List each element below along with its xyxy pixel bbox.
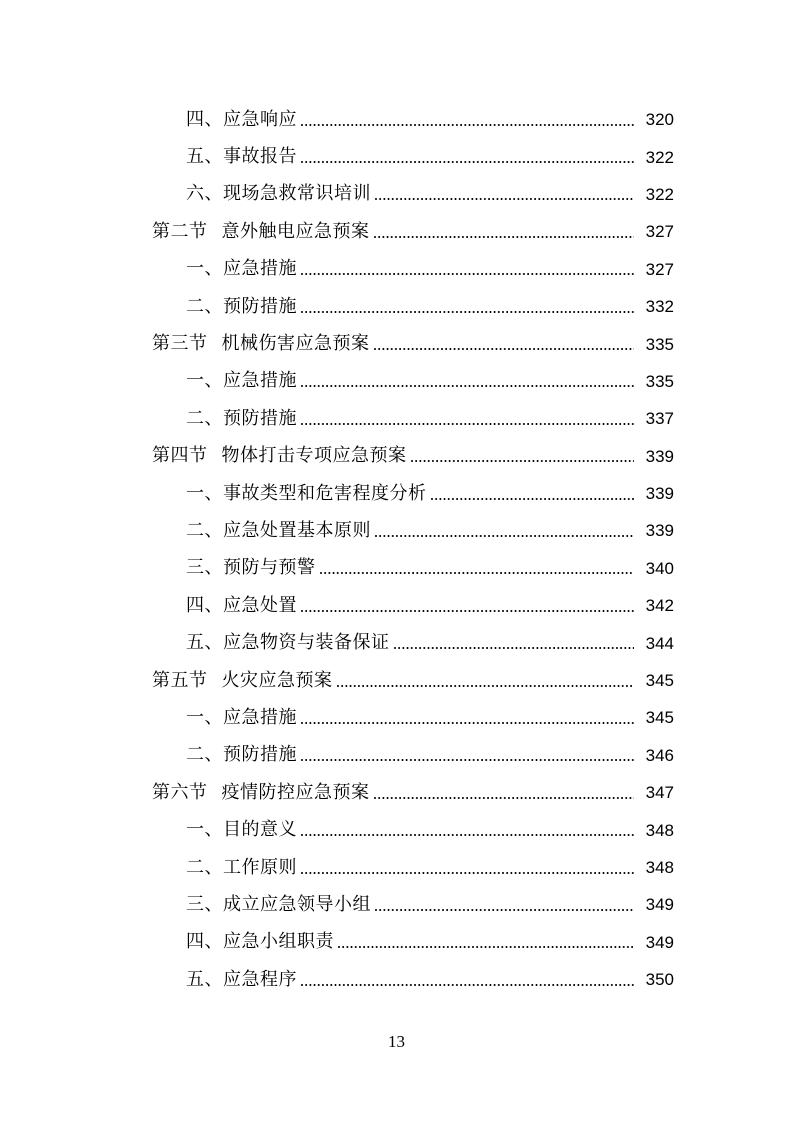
- dot-leader: [301, 372, 634, 390]
- toc-entry-text: 四、应急小组职责: [186, 931, 334, 953]
- toc-entry-title: [186, 968, 297, 990]
- toc-entry-text: 一、事故类型和危害程度分析: [186, 482, 427, 504]
- dot-leader: [411, 447, 635, 465]
- toc-item-entry[interactable]: [0, 138, 793, 175]
- toc-entry-title: [186, 108, 297, 130]
- toc-item-entry[interactable]: [0, 811, 793, 848]
- toc-entry-title: [186, 634, 390, 652]
- toc-entry-title: [152, 335, 370, 353]
- toc-page-number: 347: [645, 783, 674, 803]
- toc-item-entry[interactable]: [0, 512, 793, 549]
- toc-entry-text: 一、应急措施: [186, 706, 297, 728]
- toc-page-number: 349: [645, 895, 674, 915]
- toc-entry-title: [186, 893, 371, 915]
- toc-entry-title: [186, 706, 297, 728]
- toc-entry-title: [186, 372, 297, 390]
- dot-leader: [301, 148, 634, 166]
- dot-leader: [374, 223, 635, 241]
- toc-entry-title: [186, 559, 316, 577]
- dot-leader: [301, 821, 634, 839]
- toc-item-entry[interactable]: [0, 886, 793, 923]
- toc-section-number: 第四节: [152, 445, 208, 467]
- toc-entry-title: [186, 295, 297, 317]
- toc-page-number: 327: [645, 222, 674, 242]
- toc-item-entry[interactable]: [0, 363, 793, 400]
- toc-item-entry[interactable]: [0, 587, 793, 624]
- dot-leader: [375, 896, 634, 914]
- toc-item-entry[interactable]: [0, 961, 793, 998]
- toc-entry-text: 一、应急措施: [186, 258, 297, 280]
- dot-leader: [301, 709, 634, 727]
- toc-item-entry[interactable]: [0, 924, 793, 961]
- toc-entry-text: 物体打击专项应急预案: [221, 445, 407, 467]
- toc-item-entry[interactable]: [0, 737, 793, 774]
- table-of-contents: [0, 101, 793, 998]
- toc-page-number: 337: [645, 409, 674, 429]
- toc-page-number: 340: [645, 558, 674, 578]
- toc-entry-title: [186, 519, 371, 541]
- toc-entry-text: 一、目的意义: [186, 819, 297, 841]
- toc-entry-text: 一、应急措施: [186, 370, 297, 392]
- toc-entry-title: [186, 821, 297, 839]
- dot-leader: [301, 859, 634, 877]
- dot-leader: [431, 485, 635, 503]
- toc-section-entry[interactable]: [0, 325, 793, 362]
- toc-page-number: 322: [645, 184, 674, 204]
- toc-section-number: 第六节: [152, 781, 208, 803]
- toc-entry-text: 意外触电应急预案: [221, 220, 370, 242]
- dot-leader: [337, 672, 635, 690]
- toc-page-number: 339: [645, 484, 674, 504]
- dot-leader: [301, 260, 634, 278]
- dot-leader: [301, 746, 634, 764]
- toc-entry-title: [186, 148, 297, 166]
- dot-leader: [301, 971, 634, 989]
- dot-leader: [320, 559, 635, 577]
- toc-page-number: 327: [645, 259, 674, 279]
- toc-entry-text: 六、现场急救常识培训: [186, 183, 371, 205]
- toc-item-entry[interactable]: [0, 550, 793, 587]
- toc-entry-title: [186, 482, 427, 504]
- toc-entry-text: 二、应急处置基本原则: [186, 519, 371, 541]
- toc-item-entry[interactable]: [0, 251, 793, 288]
- toc-entry-title: [152, 220, 370, 242]
- dot-leader: [394, 634, 635, 652]
- toc-entry-title: [152, 669, 333, 691]
- toc-entry-text: 二、预防措施: [186, 744, 297, 766]
- toc-page-number: 322: [645, 147, 674, 167]
- dot-leader: [375, 185, 634, 203]
- toc-item-entry[interactable]: [0, 176, 793, 213]
- toc-entry-title: [186, 260, 297, 278]
- dot-leader: [301, 597, 634, 615]
- toc-page-number: 320: [645, 110, 674, 130]
- toc-entry-text: 五、应急物资与装备保证: [186, 632, 390, 654]
- toc-entry-text: 二、工作原则: [186, 856, 297, 878]
- toc-item-entry[interactable]: [0, 624, 793, 661]
- toc-entry-text: 二、预防措施: [186, 407, 297, 429]
- toc-page-number: 335: [645, 371, 674, 391]
- toc-item-entry[interactable]: [0, 400, 793, 437]
- toc-page-number: 344: [645, 633, 674, 653]
- toc-entry-title: [186, 856, 297, 878]
- toc-item-entry[interactable]: [0, 288, 793, 325]
- toc-section-number: 第三节: [152, 333, 208, 355]
- toc-entry-text: 三、预防与预警: [186, 557, 316, 579]
- toc-section-number: 第五节: [152, 669, 208, 691]
- toc-entry-title: [186, 746, 297, 764]
- toc-section-entry[interactable]: [0, 662, 793, 699]
- toc-page-number: 345: [645, 708, 674, 728]
- dot-leader: [301, 410, 634, 428]
- dot-leader: [301, 298, 634, 316]
- toc-section-entry[interactable]: [0, 774, 793, 811]
- dot-leader: [375, 522, 634, 540]
- toc-entry-text: 疫情防控应急预案: [221, 781, 370, 803]
- toc-item-entry[interactable]: [0, 475, 793, 512]
- toc-item-entry[interactable]: [0, 849, 793, 886]
- toc-page-number: 332: [645, 297, 674, 317]
- toc-page-number: 339: [645, 446, 674, 466]
- toc-entry-title: [186, 933, 334, 951]
- toc-entry-title: [186, 185, 371, 203]
- toc-item-entry[interactable]: [0, 699, 793, 736]
- toc-entry-text: 五、事故报告: [186, 146, 297, 168]
- toc-page-number: 349: [645, 932, 674, 952]
- toc-page-number: 348: [645, 820, 674, 840]
- toc-page-number: 348: [645, 858, 674, 877]
- toc-page-number: 346: [645, 745, 674, 765]
- toc-page-number: 350: [645, 970, 674, 990]
- dot-leader: [338, 933, 634, 951]
- toc-entry-title: [186, 407, 297, 429]
- dot-leader: [301, 111, 634, 129]
- toc-section-entry[interactable]: [0, 213, 793, 250]
- dot-leader: [374, 784, 635, 802]
- toc-entry-text: 三、成立应急领导小组: [186, 893, 371, 915]
- page-number: 13: [388, 1032, 405, 1051]
- toc-page-number: 345: [645, 671, 674, 691]
- toc-section-number: 第二节: [152, 220, 208, 242]
- dot-leader: [374, 335, 635, 353]
- toc-page-number: 342: [645, 596, 674, 616]
- toc-entry-text: 二、预防措施: [186, 295, 297, 317]
- toc-page-number: 339: [645, 521, 674, 541]
- toc-page-number: 335: [645, 334, 674, 354]
- toc-item-entry[interactable]: [0, 101, 793, 138]
- toc-entry-text: 五、应急程序: [186, 968, 297, 990]
- toc-entry-text: 四、应急处置: [186, 594, 297, 616]
- toc-entry-title: [186, 594, 297, 616]
- toc-entry-text: 机械伤害应急预案: [221, 333, 370, 355]
- toc-entry-title: [152, 447, 407, 465]
- toc-section-entry[interactable]: [0, 438, 793, 475]
- toc-entry-text: 四、应急响应: [186, 108, 297, 130]
- toc-entry-title: [152, 781, 370, 803]
- toc-entry-text: 火灾应急预案: [221, 669, 333, 691]
